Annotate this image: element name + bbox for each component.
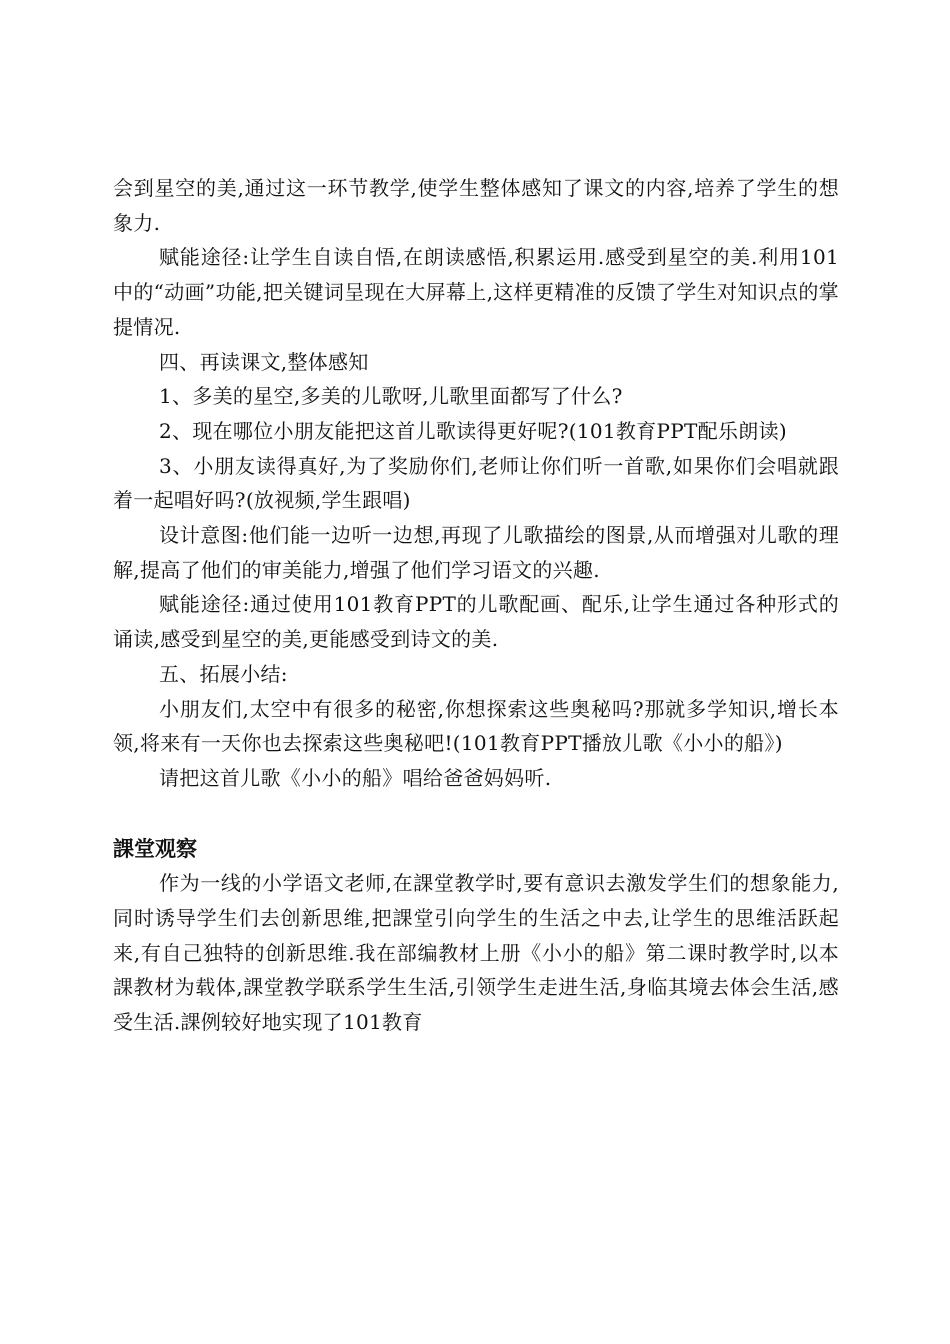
paragraph: 作为一线的小学语文老师,在課堂教学时,要有意识去激发学生们的想象能力,同时诱导学生们去创新思维,把課堂引向学生的生活之中去,让学生的思维活跃起来,有自己独特的创新思维.我在部编教材上册《小小的船》第二课时教学时,以本課教材为载体,課堂教学联系学生生活,引领学生走进生活,身临其境去体会生活,感受生活.課例较好地实现了101教育 — [113, 871, 839, 1035]
paragraph: 2、现在哪位小朋友能把这首儿歌读得更好呢?(101教育PPT配乐朗读) — [159, 418, 787, 443]
paragraph: 会到星空的美,通过这一环节教学,使学生整体感知了课文的内容,培养了学生的想象力. — [113, 176, 839, 235]
section-heading: 課堂观察 — [113, 836, 197, 861]
document-body — [113, 171, 839, 1040]
paragraph: 五、拓展小结: — [159, 661, 288, 686]
paragraph: 四、再读课文,整体感知 — [159, 349, 369, 374]
paragraph: 小朋友们,太空中有很多的秘密,你想探索这些奥秘吗?那就多学知识,增长本领,将来有一天你也去探索这些奥秘吧!(101教育PPT播放儿歌《小小的船》) — [113, 696, 839, 756]
paragraph: 赋能途径:通过使用101教育PPT的儿歌配画、配乐,让学生通过各种形式的诵读,感受到星空的美,更能感受到诗文的美. — [113, 592, 839, 652]
paragraph: 1、多美的星空,多美的儿歌呀,儿歌里面都写了什么? — [159, 384, 623, 409]
paragraph: 设计意图:他们能一边听一边想,再现了儿歌描绘的图景,从而增强对儿歌的理解,提高了他们的审美能力,增强了他们学习语文的兴趣. — [113, 523, 839, 582]
paragraph: 3、小朋友读得真好,为了奖励你们,老师让你们听一首歌,如果你们会唱就跟着一起唱好吗?(放视频,学生跟唱) — [113, 453, 839, 513]
paragraph: 赋能途径:让学生自读自悟,在朗读感悟,积累运用.感受到星空的美.利用101中的“动画”功能,把关键词呈现在大屏幕上,这样更精准的反馈了学生对知识点的掌提情况. — [113, 245, 839, 339]
paragraph: 请把这首儿歌《小小的船》唱给爸爸妈妈听. — [159, 765, 552, 790]
